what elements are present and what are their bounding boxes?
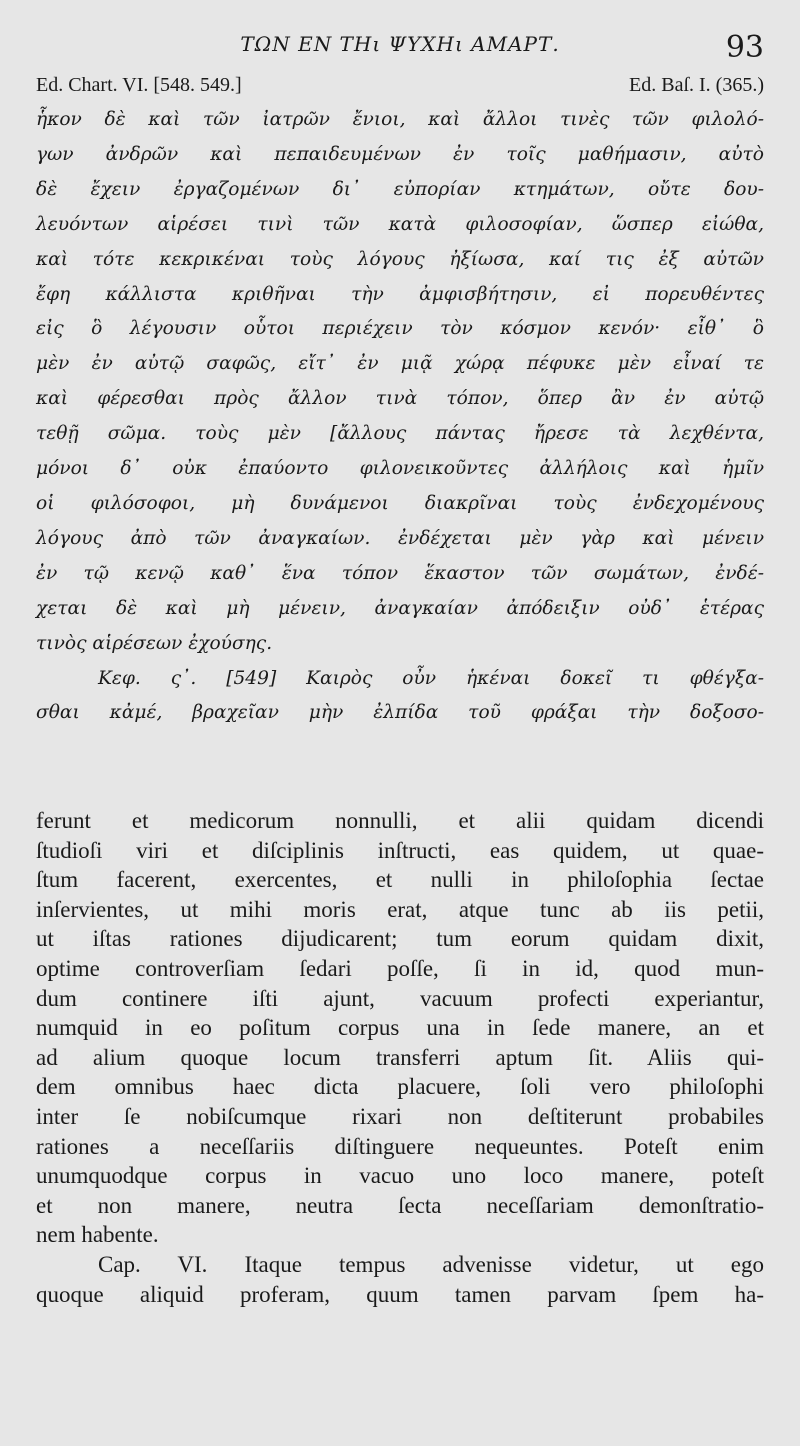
latin-line: inter ſe nobiſcumque rixari non deſtiterunt probabiles — [36, 1103, 764, 1129]
greek-line: ἧκον δὲ καὶ τῶν ἰατρῶν ἔνιοι, καὶ ἄλλοι τινὲς τῶν φιλολό- — [36, 109, 764, 130]
latin-line: ſtudioſi viri et diſciplinis inſtructi, eas quidem, ut quae- — [36, 837, 764, 863]
greek-chapter-heading-line: Κεφ. ς᾽. [549] Καιρὸς οὖν ἡκέναι δοκεῖ τι φθέγξα- — [98, 667, 764, 689]
greek-line: γων ἀνδρῶν καὶ πεπαιδευμένων ἐν τοῖς μαθήμασιν, αὐτὸ — [36, 143, 764, 165]
latin-text-block — [36, 806, 764, 1309]
latin-line: et non manere, neutra ſecta neceſſariam demonſtratio- — [36, 1192, 764, 1218]
greek-line: ἔφη κάλλιστα κριθῆναι τὴν ἀμφισβήτησιν, εἰ πορευθέντες — [36, 283, 764, 305]
greek-line: δὲ ἔχειν ἐργαζομένων δι᾽ εὐπορίαν κτημάτων, οὔτε δου- — [36, 178, 764, 200]
latin-line: optime controverſiam ſedari poſſe, ſi in id, quod mun- — [36, 955, 764, 981]
latin-line: rationes a neceſſariis diſtinguere nequeuntes. Poteſt enim — [36, 1133, 764, 1159]
greek-line: τινὸς αἱρέσεων ἐχούσης. — [36, 632, 273, 654]
latin-line: inſervientes, ut mihi moris erat, atque tunc ab iis petii, — [36, 896, 764, 922]
greek-line: λόγους ἀπὸ τῶν ἀναγκαίων. ἐνδέχεται μὲν γὰρ καὶ μένειν — [36, 527, 764, 549]
latin-line: numquid in eo poſitum corpus una in ſede manere, an et — [36, 1015, 764, 1041]
greek-line: εἰς ὃ λέγουσιν οὗτοι περιέχειν τὸν κόσμον κενόν· εἶθ᾽ ὃ — [36, 318, 764, 340]
latin-line: nem habente. — [36, 1222, 159, 1248]
greek-text-block — [36, 103, 764, 731]
greek-line: καὶ τότε κεκρικέναι τοὺς λόγους ἠξίωσα, καί τις ἐξ αὐτῶν — [36, 248, 764, 270]
latin-line: ut iſtas rationes dijudicarent; tum eorum quidam dixit, — [36, 926, 764, 952]
greek-line: οἱ φιλόσοφοι, μὴ δυνάμενοι διακρῖναι τοὺς ἐνδεχομένους — [36, 492, 764, 514]
greek-line: σθαι κἀμέ, βραχεῖαν μὴν ἐλπίδα τοῦ φράξαι τὴν δοξοσο- — [36, 702, 764, 724]
latin-line: ferunt et medicorum nonnulli, et alii quidam dicendi — [36, 808, 764, 833]
greek-line: τεθῇ σῶμα. τοὺς μὲν [ἄλλους πάντας ἤρεσε τὰ λεχθέντα, — [36, 423, 764, 445]
page-number: 93 — [725, 30, 764, 65]
running-title: ΤΩΝ ΕΝ ΤΗι ΨΥΧΗι ΑΜΑΡΤ. — [240, 32, 560, 56]
latin-chapter-heading-line: Cap. VI. Itaque tempus advenisse videtur, ut ego — [98, 1251, 764, 1277]
greek-line: λευόντων αἱρέσει τινὶ τῶν κατὰ φιλοσοφίαν, ὥσπερ εἰώθα, — [36, 213, 764, 235]
latin-line: ſtum facerent, exercentes, et nulli in philoſophia ſectae — [36, 867, 764, 893]
greek-line: χεται δὲ καὶ μὴ μένειν, ἀναγκαίαν ἀπόδειξιν οὐδ᾽ ἑτέρας — [36, 597, 764, 619]
latin-line: dum continere iſti ajunt, vacuum profecti experiantur, — [36, 985, 764, 1011]
edition-chartier: Ed. Chart. VI. [548. 549.] — [36, 74, 242, 96]
latin-line: unumquodque corpus in vacuo uno loco manere, poteſt — [36, 1163, 764, 1189]
latin-line: quoque aliquid proferam, quum tamen parvam ſpem ha- — [36, 1281, 764, 1307]
greek-line: μὲν ἐν αὐτῷ σαφῶς, εἴτ᾽ ἐν μιᾷ χώρᾳ πέφυκε μὲν εἶναί τε — [36, 353, 764, 375]
edition-line — [36, 74, 764, 100]
greek-line: καὶ φέρεσθαι πρὸς ἄλλον τινὰ τόπον, ὅπερ ἂν ἐν αὐτῷ — [36, 388, 764, 410]
greek-line: ἐν τῷ κενῷ καθ᾽ ἕνα τόπον ἕκαστον τῶν σωμάτων, ἐνδέ- — [36, 562, 764, 584]
latin-line: ad alium quoque locum transferri aptum ſit. Aliis qui- — [36, 1044, 764, 1070]
latin-line: dem omnibus haec dicta placuere, ſoli vero philoſophi — [36, 1074, 764, 1100]
greek-line: μόνοι δ᾽ οὐκ ἐπαύοντο φιλονεικοῦντες ἀλλήλοις καὶ ἡμῖν — [36, 458, 764, 480]
edition-basel: Ed. Baſ. I. (365.) — [629, 74, 764, 96]
